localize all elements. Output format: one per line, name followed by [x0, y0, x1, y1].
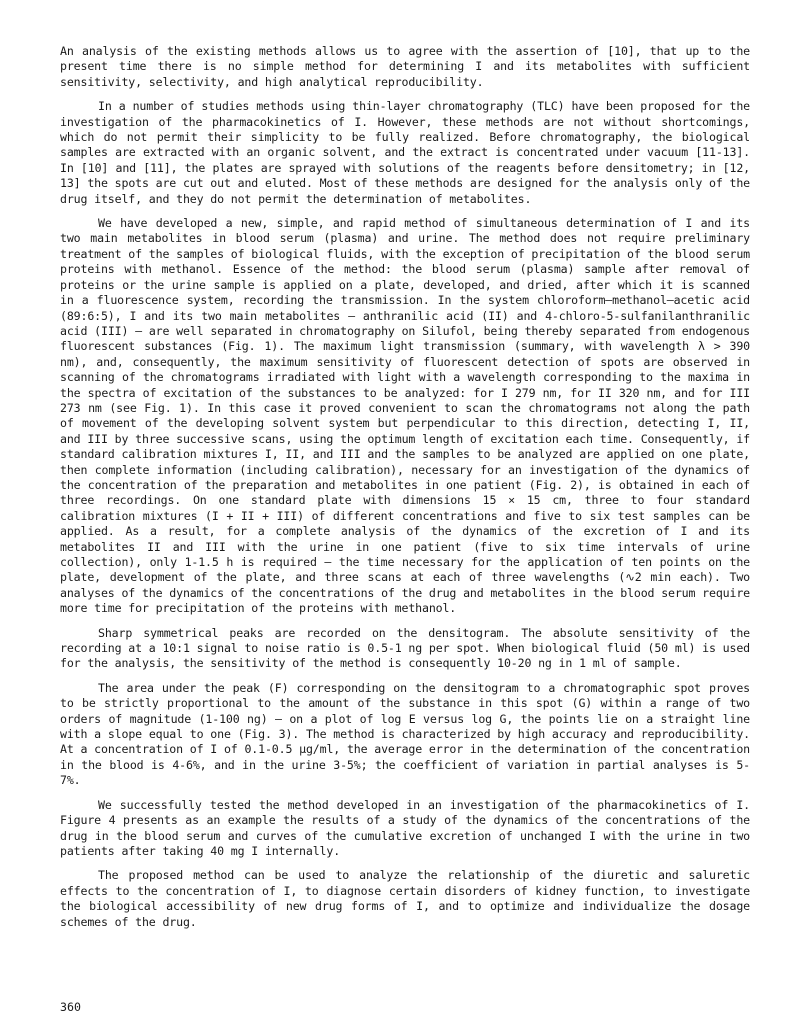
- document-body: [60, 44, 750, 939]
- paragraph-6: We successfully tested the method developed in an investigation of the pharmacokinetics of I. Figure 4 presents as an example the results of a study of the dynamics of the concentrations of the drug in the blood serum and curves of the cumulative excretion of unchanged I with the urine in two patients after taking 40 mg I internally.: [60, 797, 750, 858]
- paragraph-3: We have developed a new, simple, and rapid method of simultaneous determination of I and its two main metabolites in blood serum (plasma) and urine. The method does not require preliminary treatment of the samples of biological fluids, with the exception of precipitation of the blood serum proteins with methanol. Essence of the method: the blood serum (plasma) sample after removal of proteins or the urine sample is applied on a plate, developed, and dried, after which it is scanned in a fluorescence system, recording the transmission. In the system chloroform—methanol—acetic acid (89:6:5), I and its two main metabolites — anthranilic acid (II) and 4-chloro-5-sulfanilanthranilic acid (III) — are well separated in chromatography on Silufol, being thereby separated from endogenous fluorescent substances (Fig. 1). The maximum light transmission (summary, with wavelength λ > 390 nm), and, consequently, the maximum sensitivity of fluorescent detection of spots are observed in scanning of the chromatograms irradiated with light with a wavelength corresponding to the maxima in the spectra of excitation of the substances to be analyzed: for I 279 nm, for II 320 nm, and for III 273 nm (see Fig. 1). In this case it proved convenient to scan the chromatograms not along the path of movement of the developing solvent system but perpendicular to this direction, detecting I, II, and III by three successive scans, using the optimum length of excitation each time. Consequently, if standard calibration mixtures I, II, and III and the samples to be analyzed are applied on one plate, then complete information (including calibration), necessary for an investigation of the dynamics of the concentration of the preparation and metabolites in one patient (Fig. 2), is obtained in each of three recordings. On one standard plate with dimensions 15 × 15 cm, three to four standard calibration mixtures (I + II + III) of different concentrations and five to six test samples can be applied. As a result, for a complete analysis of the dynamics of the excretion of I and its metabolites II and III with the urine in one patient (five to six time intervals of urine collection), only 1-1.5 h is required — the time necessary for the application of ten points on the plate, development of the plate, and three scans at each of three wavelengths (∿2 min each). Two analyses of the dynamics of the concentrations of the drug and metabolites in the blood serum require more time for precipitation of the proteins with methanol.: [60, 216, 750, 616]
- page-number: 360: [60, 1000, 81, 1014]
- paragraph-1: An analysis of the existing methods allows us to agree with the assertion of [10], that up to the present time there is no simple method for determining I and its metabolites with sufficient sensitivity, selectivity, and high analytical reproducibility.: [60, 44, 750, 89]
- paragraph-4: Sharp symmetrical peaks are recorded on the densitogram. The absolute sensitivity of the recording at a 10:1 signal to noise ratio is 0.5-1 ng per spot. When biological fluid (50 ml) is used for the analysis, the sensitivity of the method is consequently 10-20 ng in 1 ml of sample.: [60, 625, 750, 671]
- paragraph-5: The area under the peak (F) corresponding on the densitogram to a chromatographic spot proves to be strictly proportional to the amount of the substance in this spot (G) within a range of two orders of magnitude (1-100 ng) — on a plot of log E versus log G, the points lie on a straight line with a slope equal to one (Fig. 3). The method is characterized by high accuracy and reproducibility. At a concentration of I of 0.1-0.5 μg/ml, the average error in the determination of the concentration in the blood is 4-6%, and in the urine 3-5%; the coefficient of variation in partial analyses is 5-7%.: [60, 680, 750, 788]
- paragraph-2: In a number of studies methods using thin-layer chromatography (TLC) have been proposed for the investigation of the pharmacokinetics of I. However, these methods are not without shortcomings, which do not permit their simplicity to be fully realized. Before chromatography, the biological samples are extracted with an organic solvent, and the extract is concentrated under vacuum [11-13]. In [10] and [11], the plates are sprayed with solutions of the reagents before densitometry; in [12, 13] the spots are cut out and eluted. Most of these methods are designed for the analysis only of the drug itself, and they do not permit the determination of metabolites.: [60, 99, 750, 206]
- paragraph-7: The proposed method can be used to analyze the relationship of the diuretic and saluretic effects to the concentration of I, to diagnose certain disorders of kidney function, to investigate the biological accessibility of new drug forms of I, and to optimize and individualize the dosage schemes of the drug.: [60, 868, 750, 929]
